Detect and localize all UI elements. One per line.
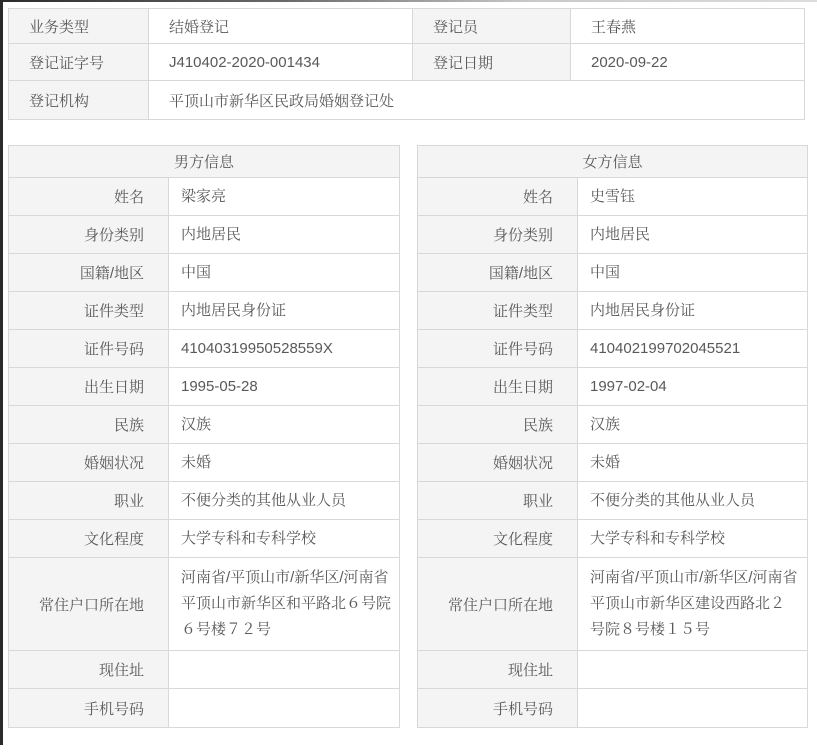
table-row <box>9 292 399 330</box>
field-value: 不便分类的其他从业人员 <box>181 491 347 509</box>
table-row <box>9 368 399 406</box>
field-label: 文化程度 <box>418 520 578 557</box>
table-row <box>9 178 399 216</box>
table-row <box>9 482 399 520</box>
field-value: 1997-02-04 <box>590 377 667 395</box>
cert-number-value: J410402-2020-001434 <box>149 44 413 80</box>
field-value: 河南省/平顶山市/新华区/河南省平顶山市新华区建设西路北２号院８号楼１５号 <box>590 569 798 638</box>
field-label: 出生日期 <box>418 368 578 405</box>
table-row <box>9 520 399 558</box>
table-row <box>418 444 807 482</box>
registration-date-value: 2020-09-22 <box>591 53 668 71</box>
field-label: 出生日期 <box>9 368 169 405</box>
field-value: 未婚 <box>590 453 621 471</box>
table-row <box>9 216 399 254</box>
field-value: 内地居民身份证 <box>590 301 696 319</box>
field-value: 中国 <box>590 263 621 281</box>
field-label: 民族 <box>9 406 169 443</box>
field-value: 内地居民 <box>590 225 651 243</box>
field-value: 内地居民身份证 <box>181 301 287 319</box>
field-value: 41040319950528559X <box>181 339 333 357</box>
field-value: 梁家亮 <box>181 187 227 205</box>
person-tables <box>8 145 808 728</box>
field-label: 婚姻状况 <box>418 444 578 481</box>
marriage-registration-record <box>8 8 808 728</box>
field-value: 不便分类的其他从业人员 <box>590 491 756 509</box>
table-row <box>418 216 807 254</box>
business-type-label: 业务类型 <box>9 9 149 43</box>
agency-label: 登记机构 <box>9 81 149 119</box>
table-row <box>418 254 807 292</box>
field-label: 身份类别 <box>9 216 169 253</box>
table-row <box>9 689 399 727</box>
field-label: 常住户口所在地 <box>9 558 169 650</box>
agency-value: 平顶山市新华区民政局婚姻登记处 <box>169 92 395 110</box>
field-label: 文化程度 <box>9 520 169 557</box>
table-row <box>9 651 399 689</box>
business-type-value: 结婚登记 <box>149 9 413 43</box>
field-value <box>578 651 807 688</box>
field-value: 中国 <box>181 263 212 281</box>
registrar-label: 登记员 <box>413 9 571 43</box>
field-label: 手机号码 <box>418 689 578 727</box>
field-value: 史雪钰 <box>590 187 636 205</box>
field-value: 内地居民 <box>181 225 242 243</box>
female-info-title: 女方信息 <box>418 146 807 178</box>
field-label: 证件类型 <box>418 292 578 329</box>
field-label: 身份类别 <box>418 216 578 253</box>
table-row <box>418 368 807 406</box>
field-label: 婚姻状况 <box>9 444 169 481</box>
female-info-table <box>417 145 808 728</box>
table-row <box>418 482 807 520</box>
field-value <box>169 689 399 727</box>
registration-summary-table <box>8 8 805 120</box>
field-label: 国籍/地区 <box>9 254 169 291</box>
table-row <box>9 444 399 482</box>
field-value: 410402199702045521 <box>590 339 741 357</box>
registrar-value: 王春燕 <box>591 18 637 36</box>
field-label: 国籍/地区 <box>418 254 578 291</box>
table-row <box>418 330 807 368</box>
field-label: 证件号码 <box>9 330 169 367</box>
field-label: 现住址 <box>9 651 169 688</box>
field-value: 未婚 <box>181 453 212 471</box>
table-row <box>418 558 807 651</box>
field-value: 大学专科和专科学校 <box>181 529 317 547</box>
field-value: 大学专科和专科学校 <box>590 529 726 547</box>
table-row <box>9 558 399 651</box>
field-value <box>169 651 399 688</box>
field-value: 汉族 <box>590 415 621 433</box>
field-value: 汉族 <box>181 415 212 433</box>
registration-date-label: 登记日期 <box>413 44 571 80</box>
table-row <box>9 9 804 44</box>
field-label: 姓名 <box>9 178 169 215</box>
table-row <box>9 330 399 368</box>
field-label: 常住户口所在地 <box>418 558 578 650</box>
cert-number-label: 登记证字号 <box>9 44 149 80</box>
table-row <box>418 406 807 444</box>
field-value <box>578 689 807 727</box>
male-info-table <box>8 145 400 728</box>
field-label: 现住址 <box>418 651 578 688</box>
field-label: 姓名 <box>418 178 578 215</box>
table-row <box>418 689 807 727</box>
table-row <box>418 292 807 330</box>
field-value: 河南省/平顶山市/新华区/河南省平顶山市新华区和平路北６号院６号楼７２号 <box>181 569 392 638</box>
field-label: 证件类型 <box>9 292 169 329</box>
field-label: 证件号码 <box>418 330 578 367</box>
screenshot-top-edge <box>0 0 817 2</box>
field-value: 1995-05-28 <box>181 377 258 395</box>
table-row <box>418 178 807 216</box>
male-info-title: 男方信息 <box>9 146 399 178</box>
table-row <box>418 520 807 558</box>
screenshot-left-edge <box>0 0 3 745</box>
field-label: 手机号码 <box>9 689 169 727</box>
field-label: 民族 <box>418 406 578 443</box>
table-row <box>9 254 399 292</box>
table-row <box>9 44 804 81</box>
table-row <box>418 651 807 689</box>
field-label: 职业 <box>9 482 169 519</box>
table-row <box>9 81 804 119</box>
field-label: 职业 <box>418 482 578 519</box>
table-row <box>9 406 399 444</box>
